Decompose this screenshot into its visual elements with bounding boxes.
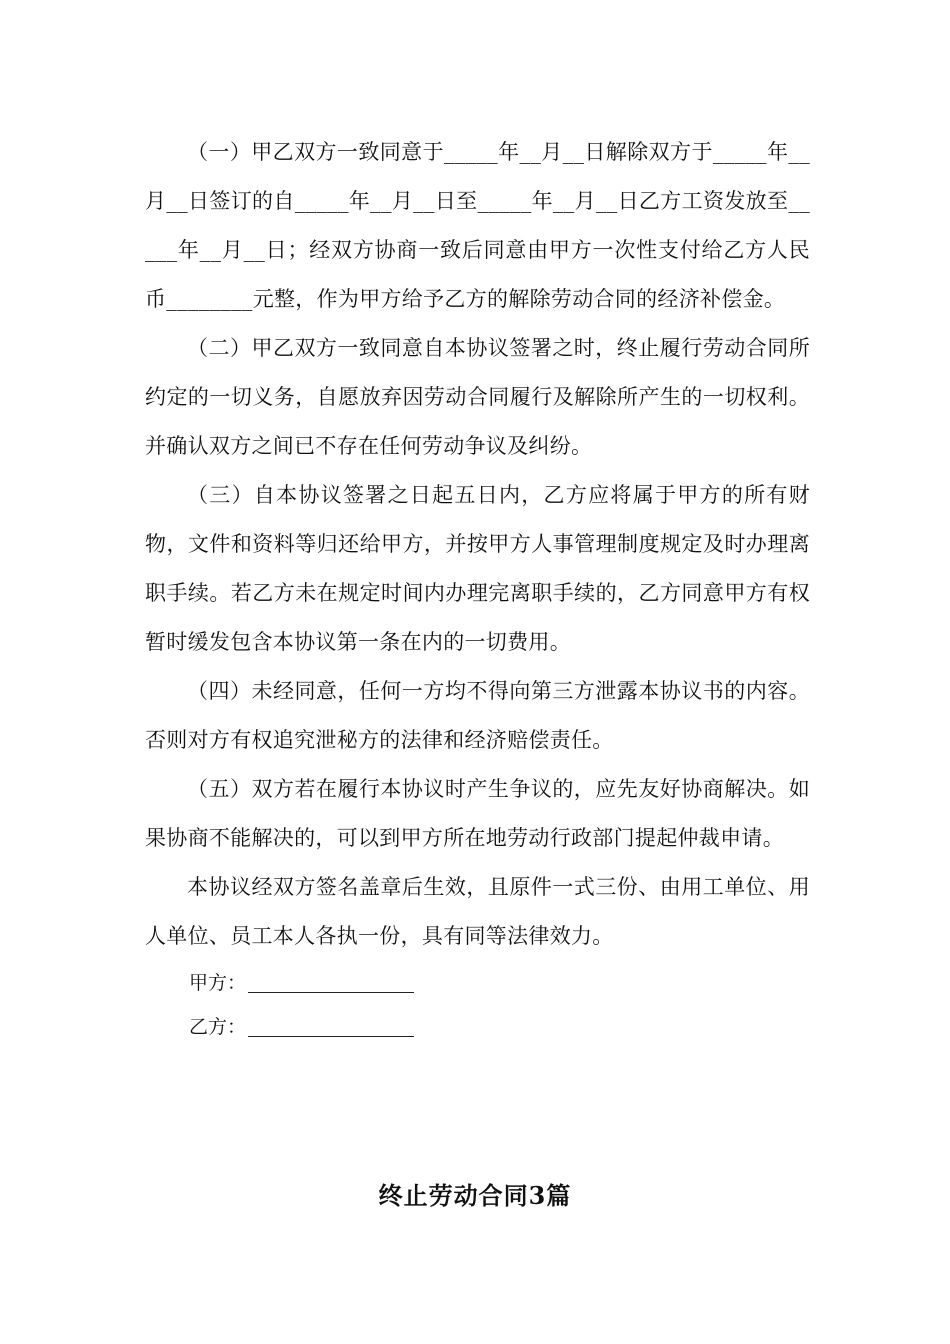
clause-5-paragraph: （五）双方若在履行本协议时产生争议的，应先友好协商解决。如果协商不能解决的，可以到甲方所在地劳动行政部门提起仲裁申请。 <box>145 777 810 850</box>
document-body <box>145 128 810 1049</box>
document-title: 终止劳动合同3篇 <box>378 1181 572 1210</box>
clause-2-paragraph: （二）甲乙双方一致同意自本协议签署之时，终止履行劳动合同所约定的一切义务，自愿放弃因劳动合同履行及解除所产生的一切权利。并确认双方之间已不存在任何劳动争议及纠纷。 <box>145 336 810 458</box>
party-b-label: 乙方： <box>189 1016 247 1038</box>
clause-4-paragraph: （四）未经同意，任何一方均不得向第三方泄露本协议书的内容。否则对方有权追究泄秘方的法律和经济赔偿责任。 <box>145 679 810 752</box>
party-a-label: 甲方： <box>189 972 247 994</box>
clause-1-paragraph: （一）甲乙双方一致同意于_____年__月__日解除双方于_____年__月__日签订的自_____年__月__日至_____年__月__日乙方工资发放至_____年__月__日；经双方协商一致后同意由甲方一次性支付给乙方人民币________元整，作为甲方给予乙方的解除劳动合同的经济补偿金。 <box>145 140 810 311</box>
party-a-signature-blank <box>248 970 414 993</box>
effect-paragraph: 本协议经双方签名盖章后生效，且原件一式三份、由用工单位、用人单位、员工本人各执一份，具有同等法律效力。 <box>145 875 810 948</box>
party-b-signature-line <box>145 1005 810 1049</box>
party-a-signature-line <box>145 961 810 1005</box>
clause-3-paragraph: （三）自本协议签署之日起五日内，乙方应将属于甲方的所有财物，文件和资料等归还给甲方，并按甲方人事管理制度规定及时办理离职手续。若乙方未在规定时间内办理完离职手续的，乙方同意甲方有权暂时缓发包含本协议第一条在内的一切费用。 <box>145 483 810 654</box>
party-b-signature-blank <box>248 1014 414 1037</box>
